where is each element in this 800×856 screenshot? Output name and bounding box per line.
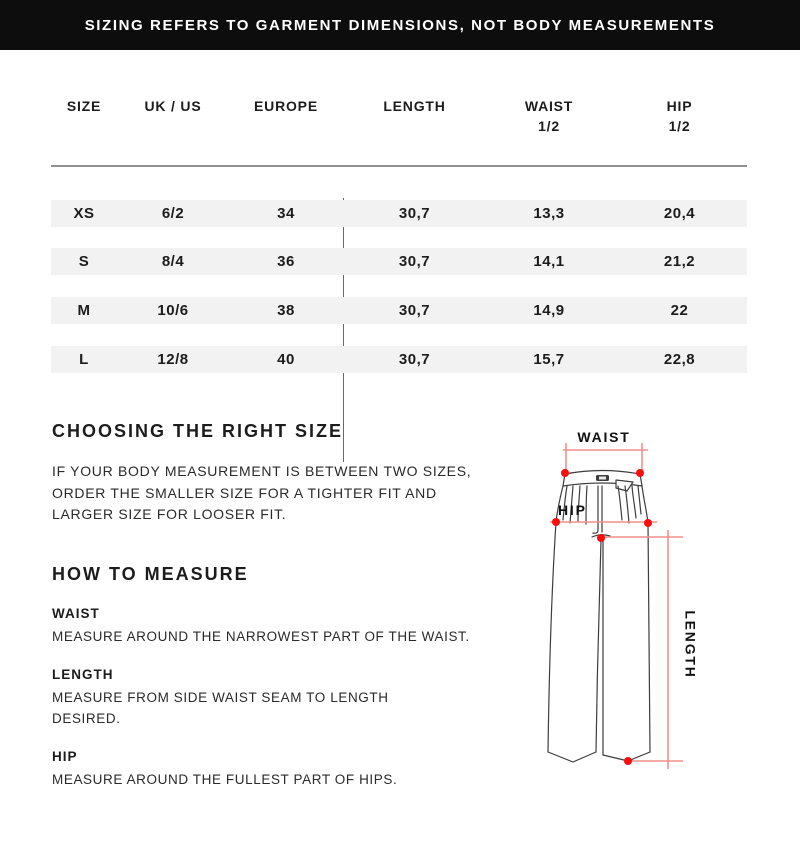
column-header-waist: WAIST 1/2 [524,98,574,134]
size-table [51,88,747,378]
choosing-right-size-section [52,421,522,526]
cell-waist: 15,7 [533,351,565,368]
sizing-disclaimer-banner [0,0,800,50]
measure-item-hip: HIP MEASURE AROUND THE FULLEST PART OF HIPS. [52,748,522,790]
table-row-xs [51,200,747,227]
column-header-uk-us: UK / US [144,98,202,114]
cell-europe: 40 [277,351,295,368]
measure-item-length: LENGTH MEASURE FROM SIDE WAIST SEAM TO LENGTH DESIRED. [52,666,522,729]
cell-waist: 13,3 [533,205,565,222]
choosing-right-size-title: CHOOSING THE RIGHT SIZE [52,421,344,441]
diagram-length-label: LENGTH [682,610,699,679]
cell-uk-us: 8/4 [161,253,185,270]
cell-europe: 34 [277,205,295,222]
measure-item-label: WAIST [52,606,100,621]
sizing-disclaimer-text: SIZING REFERS TO GARMENT DIMENSIONS, NOT BODY MEASUREMENTS [84,16,716,34]
cell-europe: 36 [277,253,295,270]
pants-diagram [520,420,800,856]
measure-item-label: HIP [52,749,78,764]
how-to-measure-title: HOW TO MEASURE [52,564,249,584]
diagram-hip-label: HIP [558,502,587,518]
column-header-length: LENGTH [383,98,446,114]
table-row-s [51,248,747,275]
measure-item-waist: WAIST MEASURE AROUND THE NARROWEST PART OF THE WAIST. [52,605,522,647]
cell-europe: 38 [277,302,295,319]
table-row-l [51,346,747,373]
cell-hip: 22,8 [663,351,696,368]
cell-size: XS [73,205,95,222]
cell-length: 30,7 [398,302,431,319]
cell-waist: 14,1 [533,253,565,270]
cell-size: L [79,351,89,368]
table-row-m [51,297,747,324]
choosing-right-size-body: IF YOUR BODY MEASUREMENT IS BETWEEN TWO SIZES, ORDER THE SMALLER SIZE FOR A TIGHTER FIT AND LARGER SIZE FOR LOOSER FIT. [52,463,472,522]
how-to-measure-section [52,564,522,790]
diagram-waist-label: WAIST [577,429,631,445]
cell-size: M [77,302,91,319]
cell-length: 30,7 [398,253,431,270]
cell-hip: 20,4 [663,205,696,222]
cell-size: S [78,253,90,270]
column-header-hip: HIP 1/2 [666,98,693,134]
measure-item-label: LENGTH [52,667,114,682]
column-header-europe: EUROPE [254,98,318,114]
cell-hip: 21,2 [663,253,696,270]
measurement-lines [550,443,683,769]
header-divider-rule [51,165,747,167]
column-header-size: SIZE [66,98,102,114]
cell-uk-us: 12/8 [157,351,189,368]
cell-uk-us: 6/2 [161,205,185,222]
cell-hip: 22 [670,302,689,319]
cell-uk-us: 10/6 [157,302,189,319]
cell-length: 30,7 [398,205,431,222]
cell-waist: 14,9 [533,302,565,319]
size-table-header-row [51,88,747,136]
cell-length: 30,7 [398,351,431,368]
